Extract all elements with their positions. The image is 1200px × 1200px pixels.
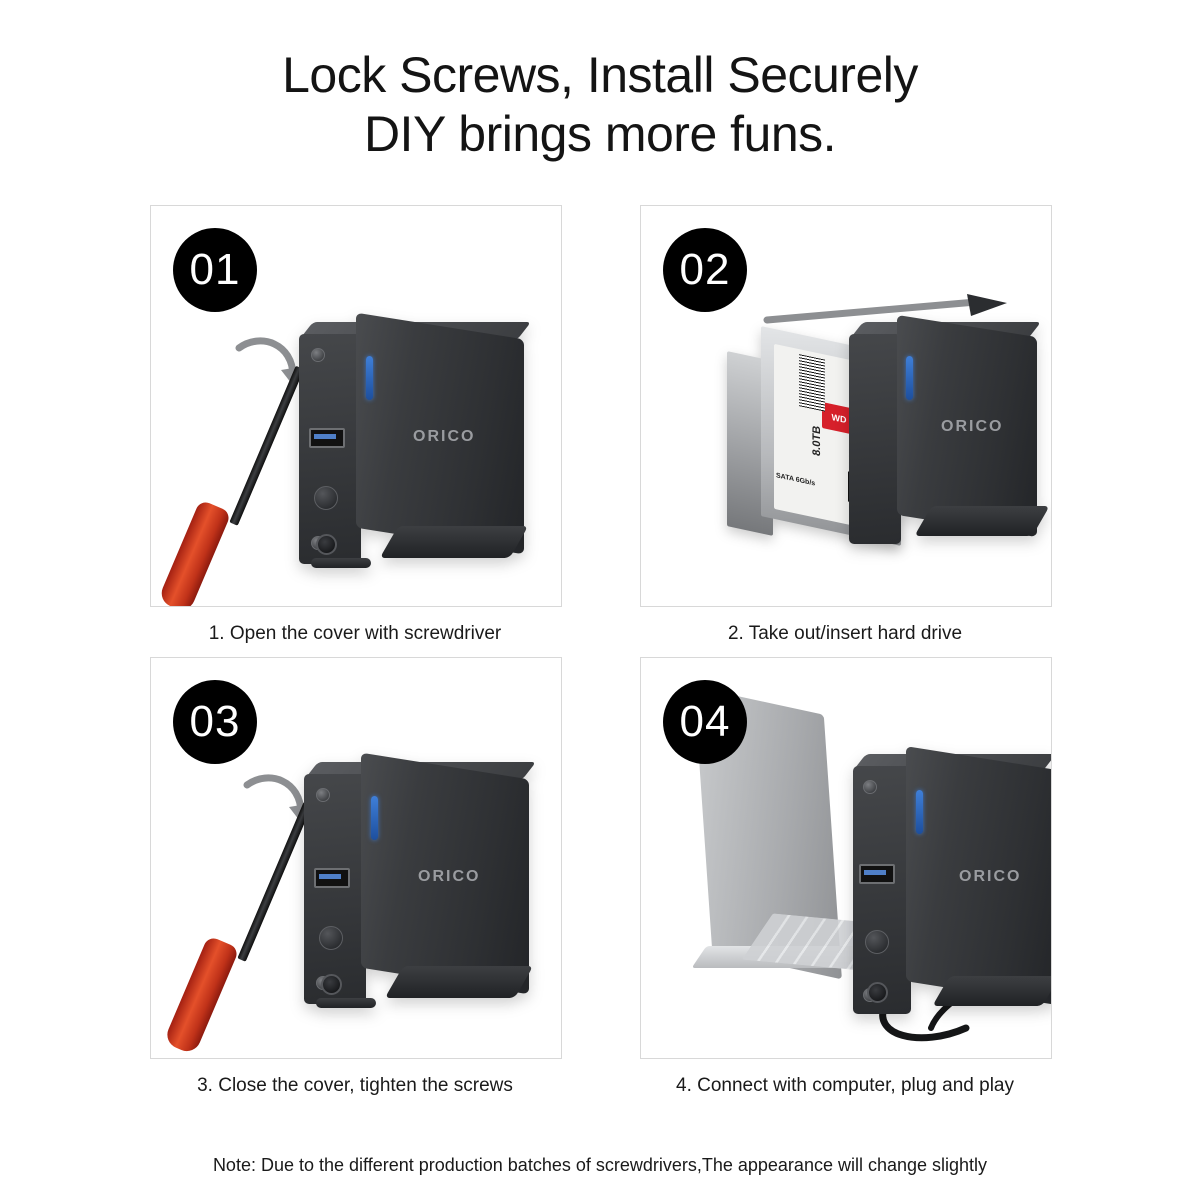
- step-caption-4: 4. Connect with computer, plug and play: [676, 1075, 1014, 1096]
- power-led: [906, 356, 913, 400]
- enclosure-stand: [932, 976, 1052, 1006]
- enclosure-stand-foot: [311, 558, 371, 568]
- step-panel-4: [640, 657, 1052, 1059]
- step-caption-2: 2. Take out/insert hard drive: [727, 623, 963, 644]
- step-cell-2: [640, 205, 1050, 645]
- dc-jack-icon: [316, 534, 337, 555]
- power-button[interactable]: [314, 486, 338, 510]
- steps-grid: [150, 205, 1050, 1097]
- footnote: Note: Due to the different production batches of screwdrivers,The appearance will change slightly: [212, 1155, 988, 1175]
- brand-logo-4: ORICO: [959, 868, 1022, 885]
- headline-line-1: Lock Screws, Install Securely: [282, 47, 918, 103]
- step-panel-2: [640, 205, 1052, 607]
- screw-icon: [863, 780, 877, 794]
- step-panel-1: [150, 205, 562, 607]
- brand-logo-3: ORICO: [418, 868, 481, 885]
- step-badge-1: 01: [173, 228, 257, 312]
- step-badge-2: 02: [663, 228, 747, 312]
- usb-port-icon: [859, 864, 895, 884]
- step-cell-3: [150, 657, 560, 1097]
- step-badge-3: 03: [173, 680, 257, 764]
- power-led: [366, 356, 373, 400]
- step-panel-3: [150, 657, 562, 1059]
- step-caption-3: 3. Close the cover, tighten the screws: [197, 1075, 513, 1096]
- usb-port-icon: [314, 868, 350, 888]
- page-title: [0, 0, 1200, 164]
- enclosure-stand-foot: [316, 998, 376, 1008]
- enclosure-stand: [380, 526, 528, 558]
- power-led: [371, 796, 378, 840]
- drive-text: SATA 6Gb/s: [776, 472, 816, 488]
- wd-logo: WD: [822, 402, 856, 435]
- step-caption-1: 1. Open the cover with screwdriver: [208, 623, 502, 644]
- brand-logo-1: ORICO: [413, 428, 476, 445]
- step-cell-4: [640, 657, 1050, 1097]
- dc-jack-icon: [867, 982, 888, 1003]
- power-button[interactable]: [865, 930, 889, 954]
- enclosure-stand: [914, 506, 1049, 536]
- usb-port-icon: [309, 428, 345, 448]
- power-led: [916, 790, 923, 834]
- enclosure-stand: [385, 966, 533, 998]
- brand-logo-2: ORICO: [941, 418, 1004, 435]
- screw-icon: [316, 788, 330, 802]
- power-button[interactable]: [319, 926, 343, 950]
- dc-jack-icon: [321, 974, 342, 995]
- step-cell-1: [150, 205, 560, 645]
- headline-line-2: DIY brings more funs.: [363, 106, 837, 162]
- step-badge-4: 04: [663, 680, 747, 764]
- drive-capacity: 8.0TB: [810, 424, 823, 458]
- screw-icon: [311, 348, 325, 362]
